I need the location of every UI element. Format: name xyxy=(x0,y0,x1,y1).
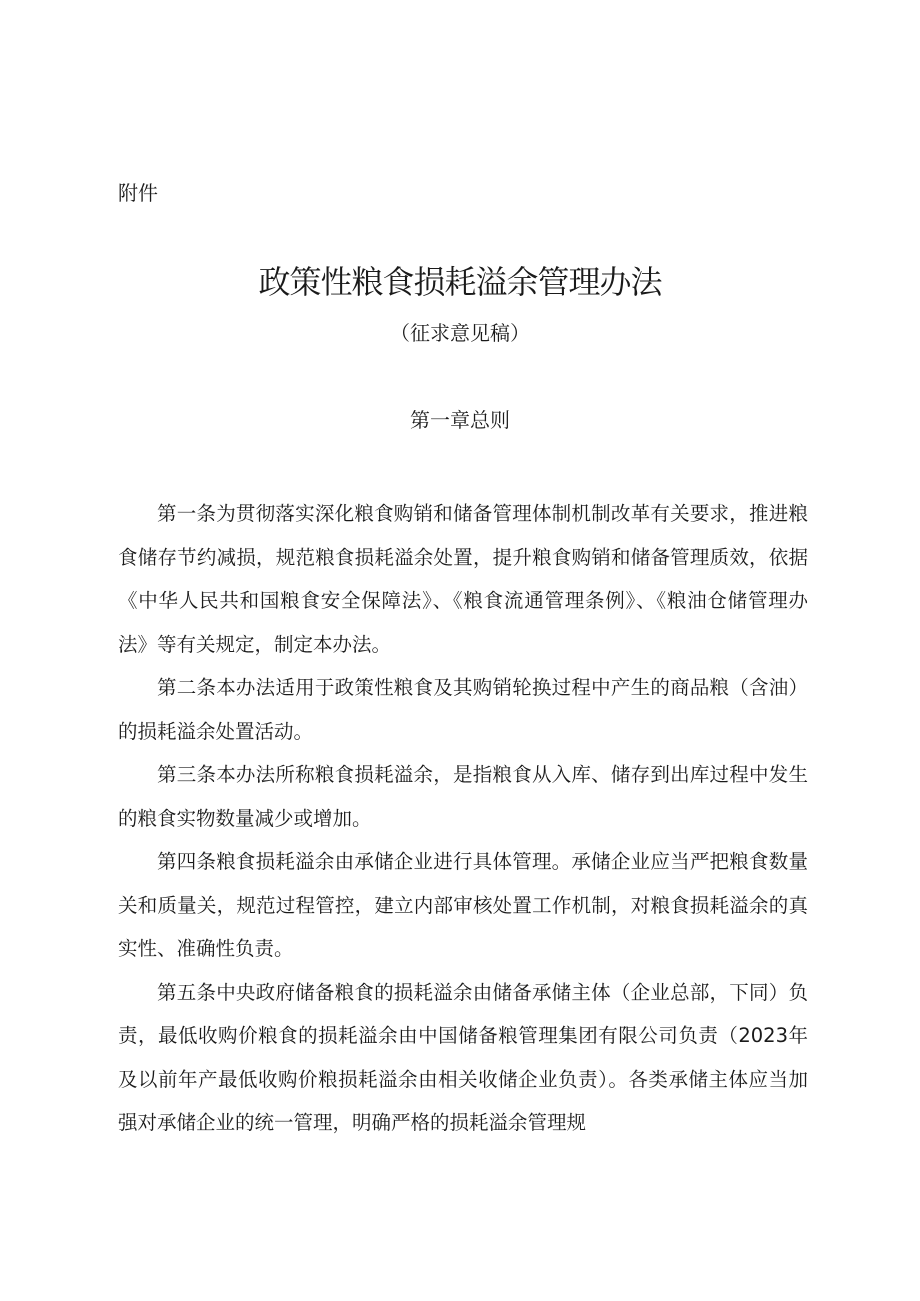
article-4: 第四条粮食损耗溢余由承储企业进行具体管理。承储企业应当严把粮食数量关和质量关，规范过程管控，建立内部审核处置工作机制，对粮食损耗溢余的真实性、准确性负责。 xyxy=(118,850,808,960)
attachment-label: 附件 xyxy=(118,181,158,205)
article-1: 第一条为贯彻落实深化粮食购销和储备管理体制机制改革有关要求，推进粮食储存节约减损，规范粮食损耗溢余处置，提升粮食购销和储备管理质效，依据《中华人民共和国粮食安全保障法》、《粮食流通管理条例》、《粮油仓储管理办法》等有关规定，制定本办法。 xyxy=(118,502,808,656)
chapter-heading: 第一章总则 xyxy=(410,408,510,432)
document-title: 政策性粮食损耗溢余管理办法 xyxy=(258,263,662,301)
article-3: 第三条本办法所称粮食损耗溢余，是指粮食从入库、储存到出库过程中发生的粮食实物数量减少或增加。 xyxy=(118,763,808,830)
document-subtitle: （征求意见稿） xyxy=(390,321,530,345)
article-2: 第二条本办法适用于政策性粮食及其购销轮换过程中产生的商品粮（含油）的损耗溢余处置活动。 xyxy=(118,676,808,743)
document-body xyxy=(118,492,808,1145)
article-5: 第五条中央政府储备粮食的损耗溢余由储备承储主体（企业总部，下同）负责，最低收购价粮食的损耗溢余由中国储备粮管理集团有限公司负责（2023年及以前年产最低收购价粮损耗溢余由相关收储企业负责）。各类承储主体应当加强对承储企业的统一管理，明确严格的损耗溢余管理规 xyxy=(118,980,808,1134)
